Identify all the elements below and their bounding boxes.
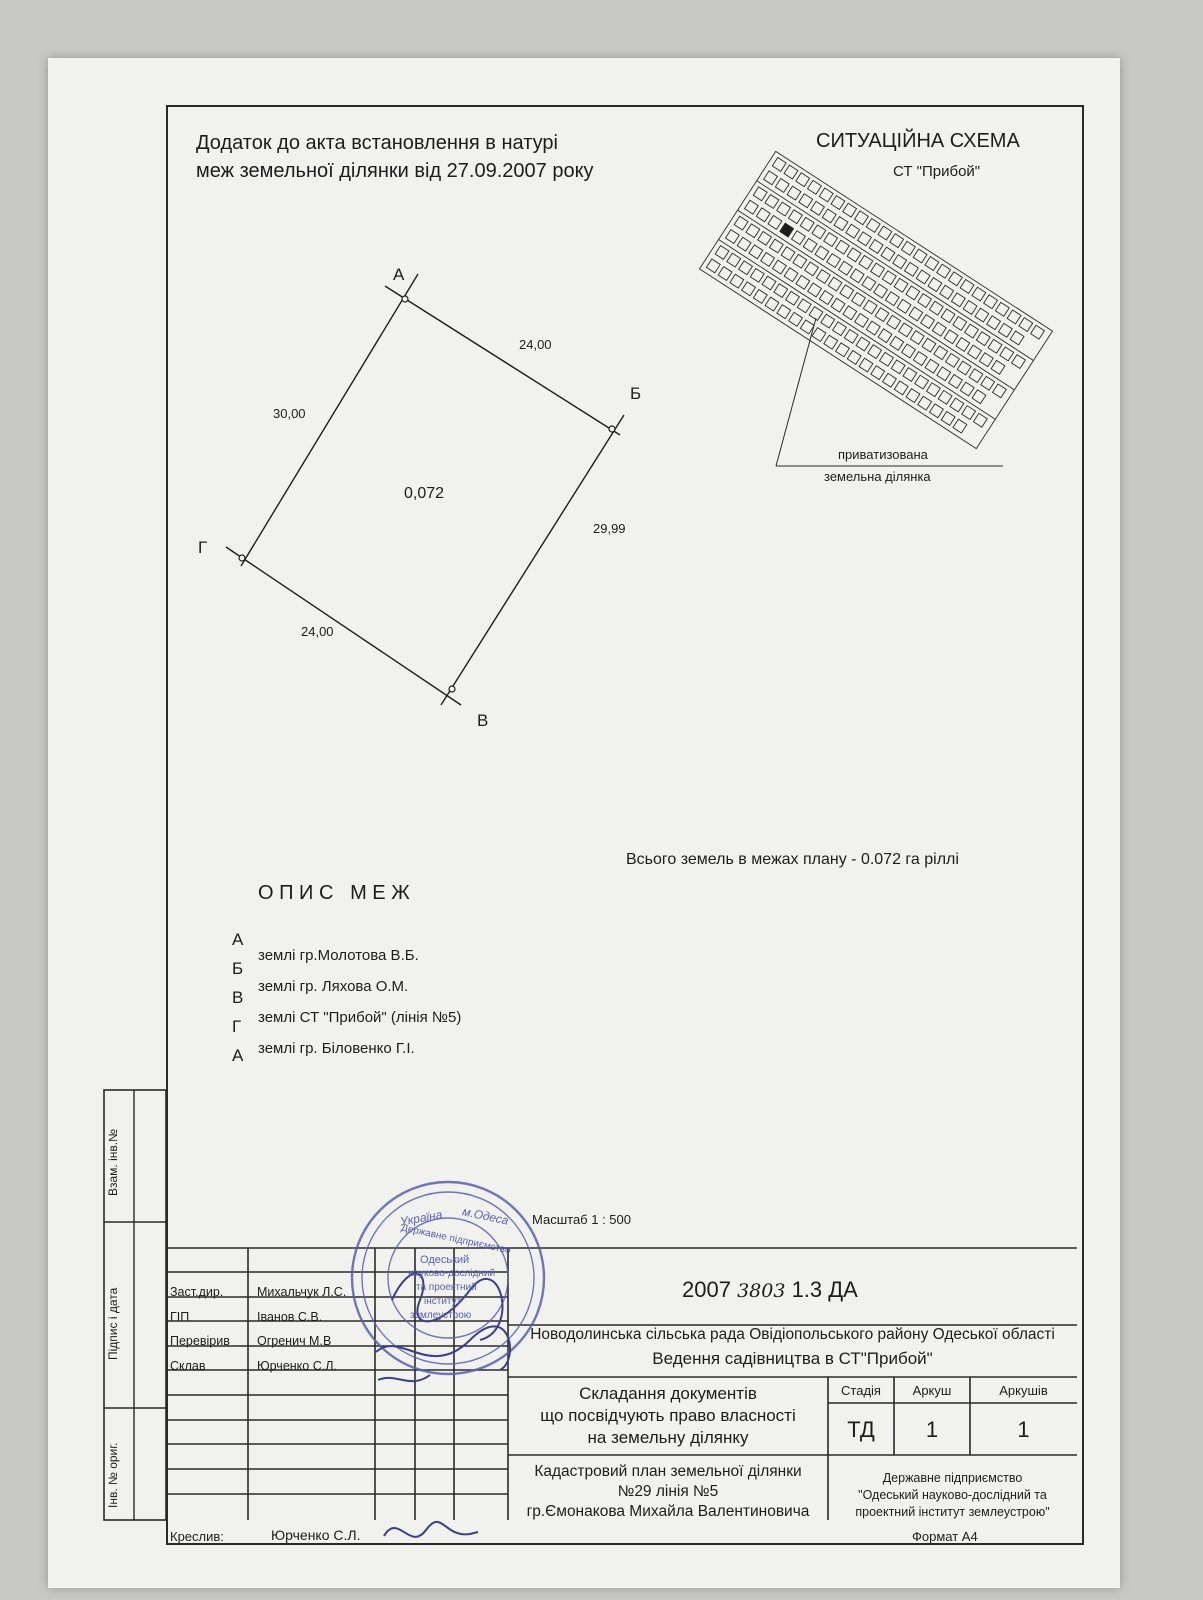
boundary-letter: А: [232, 1046, 244, 1065]
drawn-by-label: Креслив:: [170, 1529, 224, 1544]
side-label-pidpys: Підпис і дата: [106, 1287, 120, 1360]
total-area-line: Всього земель в межах плану - 0.072 га ріллі: [626, 851, 959, 868]
vertex-v: [449, 686, 455, 692]
point-label-g: Г: [198, 538, 208, 557]
role-row: [170, 1354, 346, 1379]
stage-header: Стадія: [841, 1383, 881, 1398]
boundary-list: [258, 940, 461, 1064]
role-row: [170, 1305, 346, 1330]
role-title: ГІП: [170, 1309, 190, 1324]
sheets-value: 1: [1017, 1417, 1030, 1442]
boundary-letter: А: [232, 930, 244, 949]
boundary-letters: [232, 925, 243, 1070]
role-title: Заст.дир.: [170, 1285, 224, 1299]
scale-label: Масштаб 1 : 500: [532, 1212, 631, 1227]
boundary-item: землі СТ "Прибой" (лінія №5): [258, 1009, 462, 1026]
side-length-vg: 24,00: [301, 624, 334, 639]
role-person: Юрченко С.Л.: [257, 1358, 337, 1373]
plan-title-line: Кадастровий план земельної ділянки: [534, 1463, 802, 1480]
boundaries-title: О П И С М Е Ж: [258, 882, 410, 904]
boundary-item: землі гр.Молотова В.Б.: [258, 947, 419, 964]
doc-title-line: на земельну ділянку: [587, 1428, 749, 1447]
point-label-a: А: [393, 265, 405, 284]
doc-code-suffix: 1.3 ДА: [791, 1277, 858, 1302]
role-title: Перевірив: [170, 1334, 230, 1348]
sheets-header: Аркушів: [999, 1383, 1048, 1398]
vertex-b: [609, 426, 615, 432]
seal-text-org: Державне підприємство: [400, 1222, 512, 1257]
org-line-2: Ведення садівництва в СТ"Прибой": [652, 1349, 933, 1368]
seal-text-5: землеустрою: [410, 1310, 472, 1321]
sheet-value: 1: [925, 1417, 939, 1442]
seal-text-2: науково-дослідний: [408, 1268, 496, 1279]
plan-title-line: гр.Ємонакова Михайла Валентиновича: [526, 1503, 810, 1520]
role-row: [170, 1280, 346, 1305]
header-line-1: Додаток до акта встановлення в натурі: [196, 132, 558, 154]
boundary-letter: В: [232, 988, 244, 1007]
role-person: Михальчук Л.С.: [257, 1285, 347, 1299]
institute-line: Державне підприємство: [882, 1471, 1023, 1485]
seal-text-3: та проектний: [416, 1282, 477, 1293]
situation-map: [699, 151, 1052, 448]
role-row: [170, 1329, 346, 1354]
situation-subtitle: СТ "Прибой": [893, 163, 981, 180]
seal-text-country: Україна: [399, 1207, 444, 1229]
org-line-1: Новодолинська сільська рада Овідіопольського району Одеської області: [530, 1326, 1055, 1343]
boundary-item: землі гр. Ляхова О.М.: [258, 978, 409, 995]
institute-line: "Одеський науково-дослідний та: [858, 1488, 1047, 1502]
point-label-v: В: [477, 711, 489, 730]
role-title: Склав: [170, 1358, 206, 1373]
point-label-b: Б: [630, 384, 642, 403]
side-label-inv: Інв. № ориг.: [106, 1442, 120, 1508]
boundary-item: землі гр. Біловенко Г.І.: [258, 1040, 415, 1057]
side-length-ga: 30,00: [273, 406, 306, 421]
header-line-2: меж земельної ділянки від 27.09.2007 року: [196, 160, 594, 182]
institute-block: [828, 1470, 1077, 1521]
institute-line: проектний інститут землеустрою": [855, 1505, 1050, 1519]
doc-code: [682, 1278, 858, 1302]
plot-area: 0,072: [404, 485, 445, 502]
doc-title-line: що посвідчують право власності: [540, 1406, 796, 1425]
format-label: Формат А4: [912, 1529, 978, 1544]
side-label-vzam: Взам. інв.№: [106, 1129, 120, 1196]
roles-table: [170, 1280, 346, 1378]
seal-text-4: інститут: [424, 1296, 462, 1307]
side-length-ab: 24,00: [519, 337, 552, 352]
situation-title: СИТУАЦІЙНА СХЕМА: [816, 130, 1020, 152]
doc-code-handwritten: 3803: [737, 1280, 786, 1302]
situation-label-1: приватизована: [838, 447, 928, 462]
doc-title-line: Складання документів: [579, 1384, 757, 1403]
drawn-by-name: Юрченко С.Л.: [271, 1527, 361, 1543]
plan-title: [508, 1462, 828, 1522]
boundary-letter: Г: [232, 1017, 242, 1036]
vertex-g: [239, 555, 245, 561]
plan-title-line: №29 лінія №5: [617, 1483, 719, 1500]
sheet-header: Аркуш: [912, 1383, 952, 1398]
boundary-letter: Б: [232, 959, 244, 978]
stage-value: ТД: [847, 1417, 875, 1442]
side-length-bv: 29,99: [593, 521, 626, 536]
doc-code-printed: 2007: [682, 1277, 731, 1302]
seal-text-city: м.Одеса: [461, 1204, 510, 1228]
seal-text-1: Одеський: [420, 1254, 470, 1266]
role-person: Огренич М.В: [257, 1334, 332, 1348]
situation-label-2: земельна ділянка: [824, 469, 931, 484]
doc-title: [508, 1383, 828, 1449]
role-person: Іванов С.В.: [257, 1309, 323, 1324]
vertex-a: [402, 296, 408, 302]
